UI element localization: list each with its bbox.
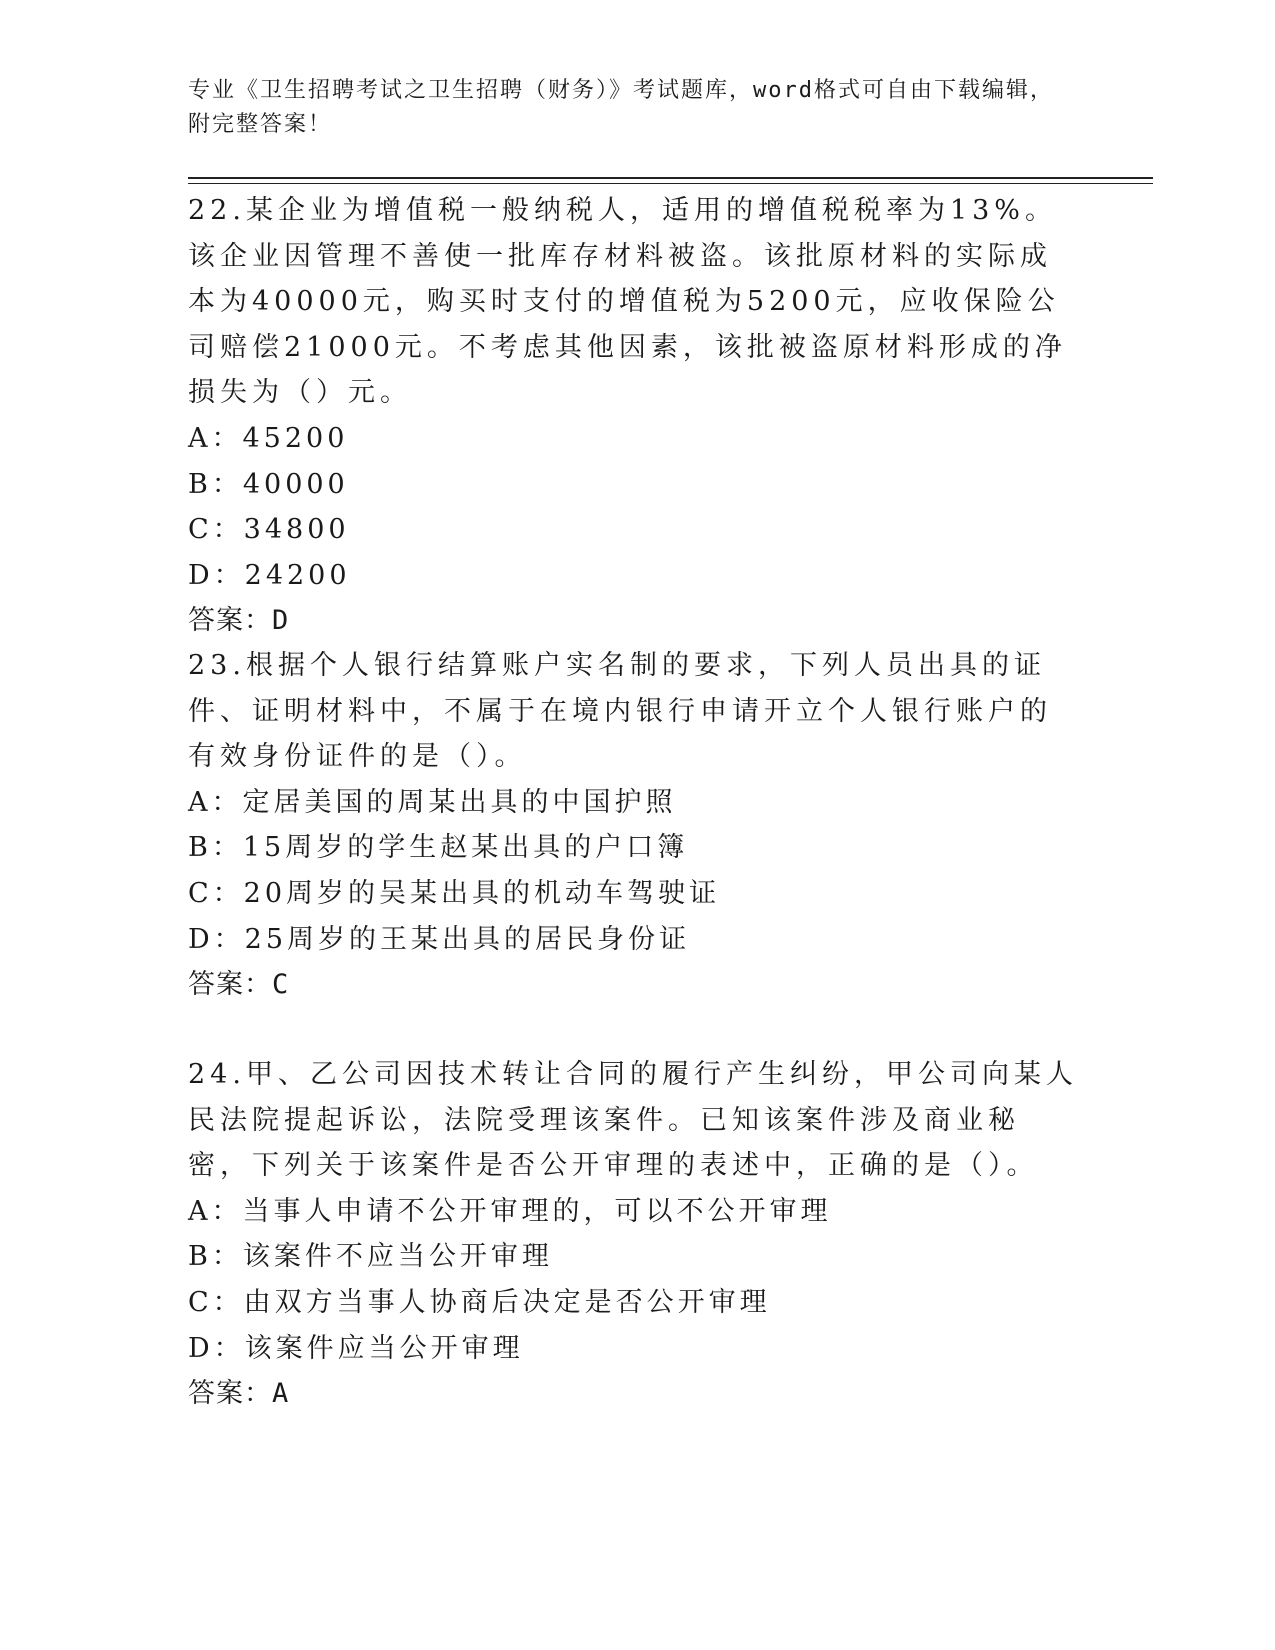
option-b: B：15周岁的学生赵某出具的户口簿 bbox=[188, 832, 689, 864]
option-d: D：25周岁的王某出具的居民身份证 bbox=[188, 923, 691, 955]
option-c: C：由双方当事人协商后决定是否公开审理 bbox=[188, 1286, 771, 1318]
answer-line: 答案：C bbox=[188, 969, 290, 1001]
option-a: A：45200 bbox=[188, 422, 349, 454]
option-b: B：该案件不应当公开审理 bbox=[188, 1241, 553, 1273]
option-c: C：20周岁的吴某出具的机动车驾驶证 bbox=[188, 877, 721, 909]
question-stem: 24.甲、乙公司因技术转让合同的履行产生纠纷，甲公司向某人民法院提起诉讼，法院受理该案件。已知该案件涉及商业秘密，下列关于该案件是否公开审理的表述中，正确的是（）。 bbox=[188, 1059, 1078, 1182]
question-22 bbox=[188, 188, 1083, 644]
answer-line: 答案：A bbox=[188, 1378, 290, 1410]
option-b: B：40000 bbox=[188, 468, 349, 500]
document-header: 专业《卫生招聘考试之卫生招聘（财务）》考试题库，word格式可自由下载编辑，附完整答案！ bbox=[188, 78, 1054, 137]
question-23 bbox=[188, 643, 1083, 1008]
question-stem: 23.根据个人银行结算账户实名制的要求，下列人员出具的证件、证明材料中，不属于在境内银行申请开立个人银行账户的有效身份证件的是（）。 bbox=[188, 650, 1052, 773]
option-c: C：34800 bbox=[188, 514, 350, 546]
question-24 bbox=[188, 1052, 1083, 1417]
header-divider-thin bbox=[188, 183, 1153, 184]
option-d: D：该案件应当公开审理 bbox=[188, 1332, 524, 1364]
option-a: A：当事人申请不公开审理的，可以不公开审理 bbox=[188, 1195, 832, 1227]
header-divider bbox=[188, 177, 1153, 179]
option-a: A：定居美国的周某出具的中国护照 bbox=[188, 786, 677, 818]
question-stem: 22.某企业为增值税一般纳税人，适用的增值税税率为13%。该企业因管理不善使一批库存材料被盗。该批原材料的实际成本为40000元，购买时支付的增值税为5200元，应收保险公司赔偿21000元。不考虑其他因素，该批被盗原材料形成的净损失为（）元。 bbox=[188, 195, 1067, 409]
option-d: D：24200 bbox=[188, 559, 351, 591]
answer-line: 答案：D bbox=[188, 605, 290, 637]
